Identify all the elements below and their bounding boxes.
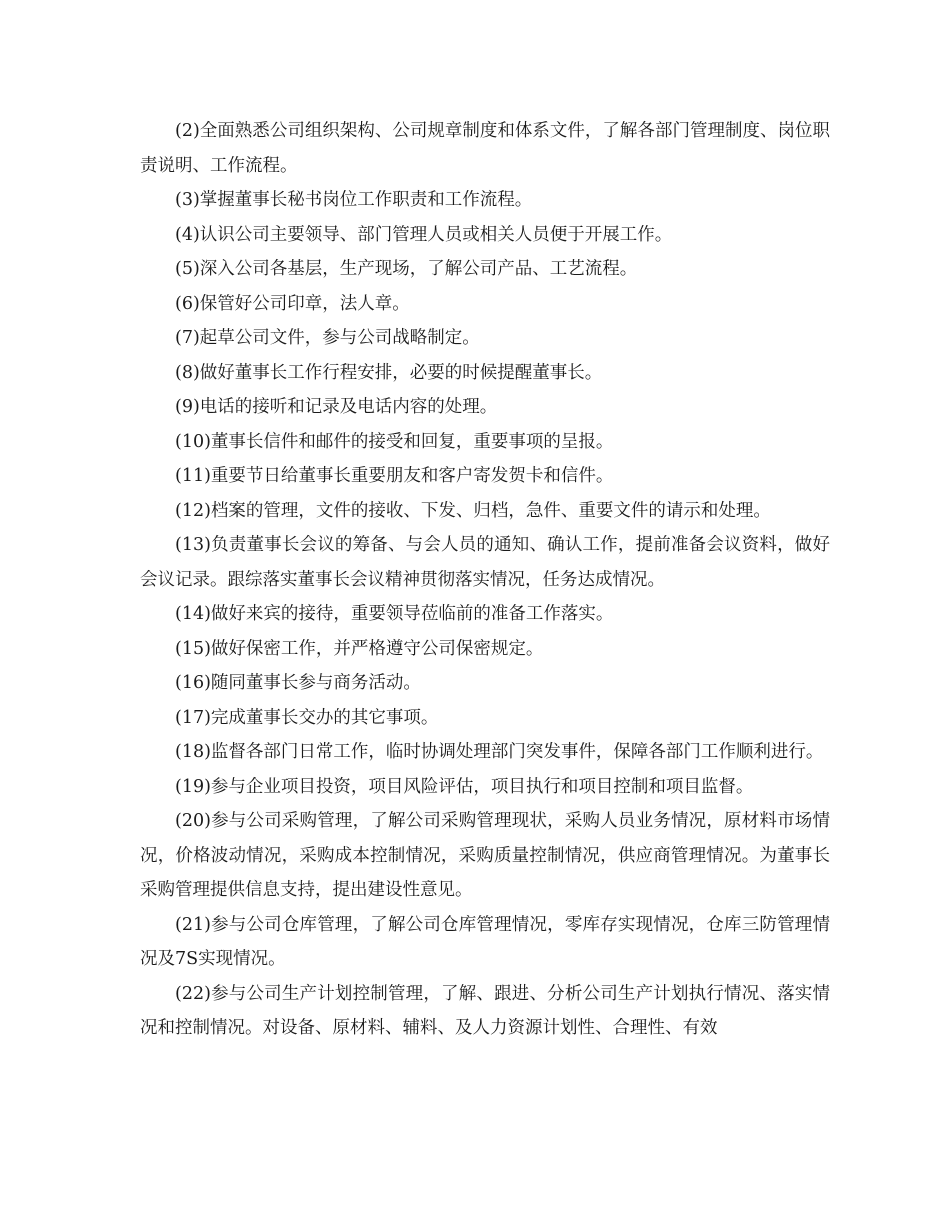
paragraph-item-2: (2)全面熟悉公司组织架构、公司规章制度和体系文件，了解各部门管理制度、岗位职责说明、工作流程。 bbox=[140, 121, 830, 176]
paragraph-item-17: (17)完成董事长交办的其它事项。 bbox=[175, 707, 439, 728]
document-body bbox=[140, 114, 830, 1046]
paragraph-item-8: (8)做好董事长工作行程安排，必要的时候提醒董事长。 bbox=[175, 362, 603, 383]
paragraph-item-21: (21)参与公司仓库管理，了解公司仓库管理情况，零库存实现情况，仓库三防管理情况及7S实现情况。 bbox=[140, 914, 830, 969]
paragraph-item-13: (13)负责董事长会议的筹备、与会人员的通知、确认工作，提前准备会议资料，做好会议记录。跟综落实董事长会议精神贯彻落实情况，任务达成情况。 bbox=[140, 535, 830, 590]
paragraph-item-22: (22)参与公司生产计划控制管理，了解、跟进、分析公司生产计划执行情况、落实情况和控制情况。对设备、原材料、辅料、及人力资源计划性、合理性、有效 bbox=[140, 983, 830, 1038]
paragraph-item-10: (10)董事长信件和邮件的接受和回复，重要事项的呈报。 bbox=[175, 431, 614, 452]
paragraph-item-12: (12)档案的管理，文件的接收、下发、归档，急件、重要文件的请示和处理。 bbox=[175, 500, 771, 521]
paragraph-item-20: (20)参与公司采购管理，了解公司采购管理现状，采购人员业务情况，原材料市场情况，价格波动情况，采购成本控制情况，采购质量控制情况，供应商管理情况。为董事长采购管理提供信息支持，提出建设性意见。 bbox=[140, 811, 830, 900]
paragraph-item-9: (9)电话的接听和记录及电话内容的处理。 bbox=[175, 397, 498, 417]
paragraph-item-4: (4)认识公司主要领导、部门管理人员或相关人员便于开展工作。 bbox=[175, 224, 673, 245]
paragraph-item-7: (7)起草公司文件，参与公司战略制定。 bbox=[175, 328, 480, 348]
paragraph-item-16: (16)随同董事长参与商务活动。 bbox=[175, 673, 421, 693]
paragraph-item-19: (19)参与企业项目投资，项目风险评估，项目执行和项目控制和项目监督。 bbox=[175, 776, 754, 797]
paragraph-item-3: (3)掌握董事长秘书岗位工作职责和工作流程。 bbox=[175, 190, 533, 210]
paragraph-item-5: (5)深入公司各基层，生产现场，了解公司产品、工艺流程。 bbox=[175, 259, 638, 279]
paragraph-item-11: (11)重要节日给董事长重要朋友和客户寄发贺卡和信件。 bbox=[175, 466, 614, 486]
paragraph-item-6: (6)保管好公司印章，法人章。 bbox=[175, 293, 410, 314]
paragraph-item-15: (15)做好保密工作，并严格遵守公司保密规定。 bbox=[175, 638, 544, 659]
paragraph-item-14: (14)做好来宾的接待，重要领导莅临前的准备工作落实。 bbox=[175, 604, 614, 624]
paragraph-item-18: (18)监督各部门日常工作，临时协调处理部门突发事件，保障各部门工作顺利进行。 bbox=[175, 742, 824, 762]
